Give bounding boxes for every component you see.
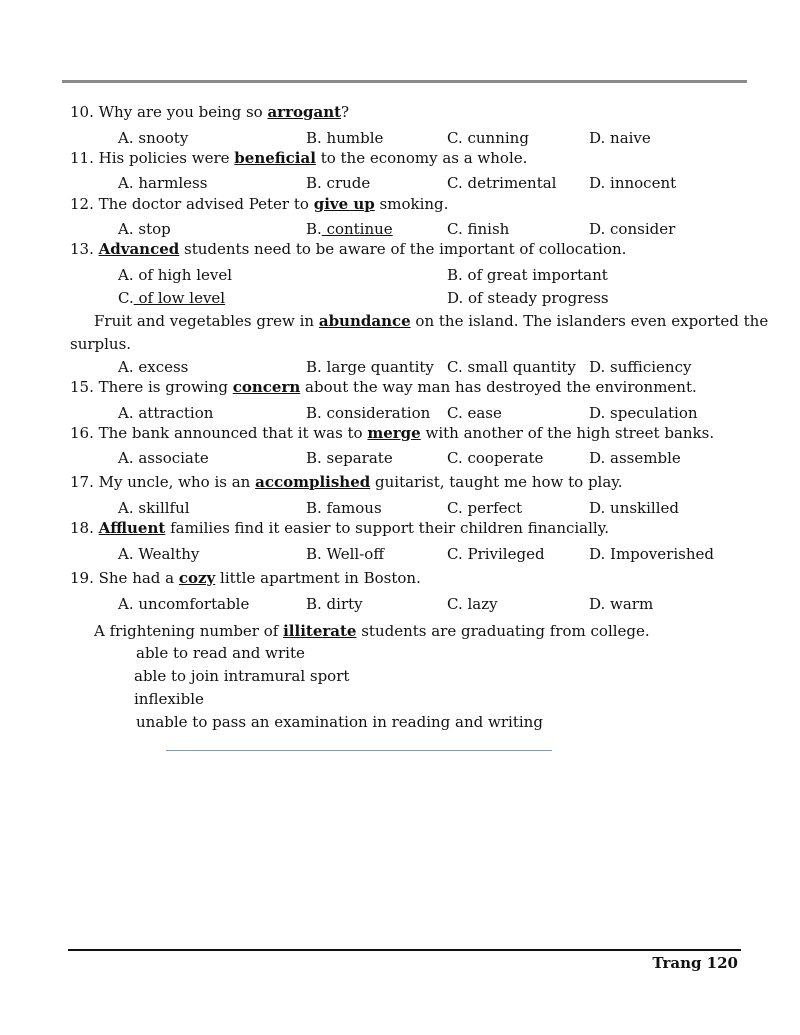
question-text: smoking. [374, 195, 449, 213]
question-16 [70, 424, 714, 442]
question-text: on the island. The islanders even exported the [410, 312, 769, 330]
option-c: C. cunning [447, 129, 529, 147]
option-d: D. naive [589, 129, 651, 147]
option-c: C. small quantity [447, 358, 576, 376]
keyword: beneficial [234, 149, 316, 167]
option-d: D. sufficiency [589, 358, 692, 376]
question-text: to the economy as a whole. [315, 149, 528, 167]
option-d: D. unskilled [589, 499, 680, 517]
option-a: A. attraction [118, 404, 214, 422]
option-c: C. of low level [118, 289, 226, 307]
option-d: D. speculation [589, 404, 698, 422]
question-14 [94, 312, 768, 330]
question-14-continued: surplus. [70, 335, 132, 353]
keyword: abundance [318, 312, 411, 330]
question-text: families find it easier to support their children financially. [165, 519, 609, 537]
option-c: C. detrimental [447, 174, 557, 192]
option-a: A. associate [118, 449, 209, 467]
option-c: C. perfect [447, 499, 522, 517]
question-text: ? [341, 103, 350, 121]
option-b: B. humble [306, 129, 384, 147]
question-text: little apartment in Boston. [215, 569, 421, 587]
question-12 [70, 195, 448, 213]
option-b: B. separate [306, 449, 393, 467]
option-c: C. lazy [447, 595, 498, 613]
option-b: B. crude [306, 174, 371, 192]
option-b: B. of great important [447, 266, 608, 284]
question-11 [70, 149, 527, 167]
question-20 [94, 622, 650, 640]
question-18 [70, 519, 609, 537]
keyword: cozy [178, 569, 216, 587]
option-c: C. ease [447, 404, 502, 422]
keyword: give up [313, 195, 375, 213]
question-text: about the way man has destroyed the environment. [300, 378, 697, 396]
question-10 [70, 103, 349, 121]
option-c: C. cooperate [447, 449, 544, 467]
option-b: able to join intramural sport [134, 667, 350, 685]
question-17 [70, 473, 623, 491]
section-divider [166, 750, 552, 751]
question-text: students are graduating from college. [356, 622, 650, 640]
option-d: D. innocent [589, 174, 677, 192]
question-text: 12. The doctor advised Peter to [70, 195, 314, 213]
keyword: Affluent [98, 519, 166, 537]
option-b: B. consideration [306, 404, 431, 422]
option-d: D. consider [589, 220, 676, 238]
question-text: 11. His policies were [70, 149, 235, 167]
option-d: D. warm [589, 595, 654, 613]
keyword: arrogant [267, 103, 342, 121]
question-19 [70, 569, 421, 587]
option-c: inflexible [134, 690, 204, 708]
keyword: accomplished [255, 473, 371, 491]
page-number: Trang 120 [652, 954, 738, 972]
option-b: B. large quantity [306, 358, 434, 376]
option-d: D. assemble [589, 449, 681, 467]
option-a: A. stop [118, 220, 171, 238]
option-d: unable to pass an examination in reading and writing [136, 713, 543, 731]
question-text: 15. There is growing [70, 378, 233, 396]
keyword: illiterate [283, 622, 357, 640]
option-a: A. Wealthy [118, 545, 200, 563]
option-d: D. Impoverished [589, 545, 714, 563]
option-a: A. harmless [118, 174, 208, 192]
question-text: 18. [70, 519, 99, 537]
option-a: A. excess [118, 358, 189, 376]
option-b: B. continue [306, 220, 393, 238]
keyword: Advanced [98, 240, 180, 258]
header-rule [62, 80, 747, 83]
question-text: with another of the high street banks. [420, 424, 715, 442]
option-b: B. dirty [306, 595, 363, 613]
keyword: merge [367, 424, 421, 442]
question-15 [70, 378, 697, 396]
footer-rule [68, 949, 741, 951]
question-text: 13. [70, 240, 99, 258]
option-b: B. Well-off [306, 545, 384, 563]
question-13 [70, 240, 626, 258]
option-a: able to read and write [136, 644, 305, 662]
question-text: students need to be aware of the important of collocation. [179, 240, 627, 258]
question-text: guitarist, taught me how to play. [370, 473, 623, 491]
option-a: A. skillful [118, 499, 190, 517]
option-d: D. of steady progress [447, 289, 609, 307]
question-text: 10. Why are you being so [70, 103, 268, 121]
option-a: A. uncomfortable [118, 595, 250, 613]
option-a: A. snooty [118, 129, 189, 147]
question-text: Fruit and vegetables grew in [94, 312, 319, 330]
keyword: concern [232, 378, 301, 396]
question-text: 17. My uncle, who is an [70, 473, 256, 491]
question-text: 19. She had a [70, 569, 179, 587]
option-a: A. of high level [118, 266, 233, 284]
question-text: A frightening number of [94, 622, 284, 640]
question-text: 16. The bank announced that it was to [70, 424, 368, 442]
option-c: C. Privileged [447, 545, 545, 563]
option-c: C. finish [447, 220, 510, 238]
option-b: B. famous [306, 499, 382, 517]
